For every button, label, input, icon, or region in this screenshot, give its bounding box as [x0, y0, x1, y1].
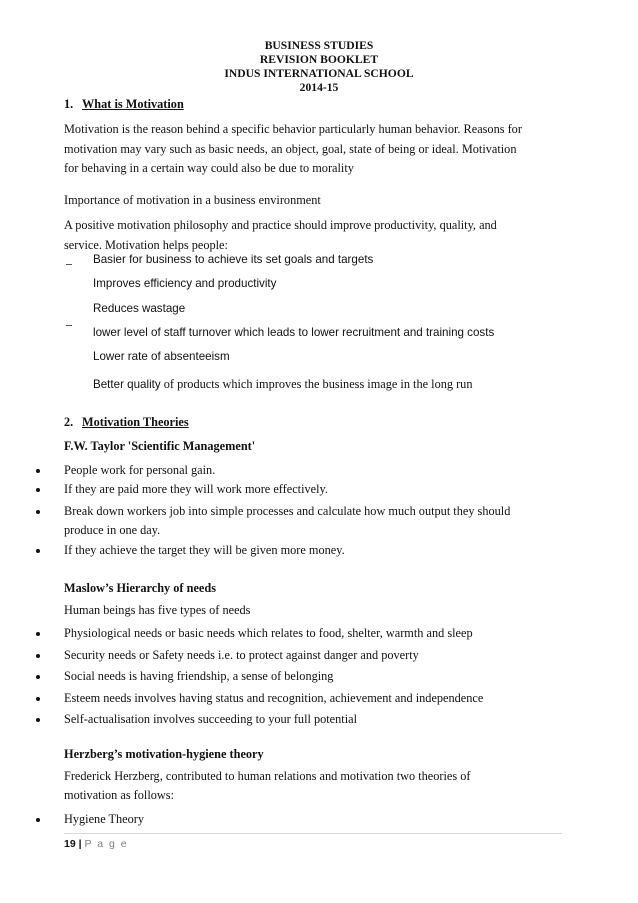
bullet-icon	[36, 469, 40, 473]
bullet-icon	[36, 718, 40, 722]
maslow-bullet: Security needs or Safety needs i.e. to protect against danger and poverty	[64, 648, 419, 662]
maslow-bullet: Self-actualisation involves succeeding to your full potential	[64, 712, 357, 726]
header-year: 2014-15	[299, 81, 339, 94]
section2-title: Motivation Theories	[82, 415, 189, 429]
section1-paragraph-line: motivation may vary such as basic needs, an object, goal, state of being or ideal. Motivation	[64, 142, 517, 156]
dash-marker-icon	[66, 264, 72, 265]
page-footer	[64, 839, 128, 850]
maslow-bullet: Esteem needs involves having status and recognition, achievement and independence	[64, 691, 484, 705]
help-item: Lower rate of absenteeism	[93, 350, 230, 363]
bullet-icon	[36, 632, 40, 636]
taylor-heading: F.W. Taylor 'Scientific Management'	[64, 439, 256, 453]
help-item: Improves efficiency and productivity	[93, 277, 277, 290]
bullet-icon	[36, 697, 40, 701]
intro-line: service. Motivation helps people:	[64, 238, 228, 252]
help-item-last-prefix: Better quality	[93, 378, 161, 391]
maslow-bullet: Social needs is having friendship, a sense of belonging	[64, 669, 334, 683]
page-number: 19	[64, 838, 76, 850]
section1-number: 1.	[64, 97, 74, 111]
bullet-icon	[36, 549, 40, 553]
importance-heading: Importance of motivation in a business environment	[64, 193, 321, 207]
help-item: lower level of staff turnover which leads to lower recruitment and training costs	[93, 326, 495, 339]
maslow-heading: Maslow’s Hierarchy of needs	[64, 581, 216, 595]
help-item: Reduces wastage	[93, 302, 186, 315]
herzberg-heading: Herzberg’s motivation-hygiene theory	[64, 747, 264, 761]
help-item-last	[93, 378, 472, 391]
bullet-icon	[36, 510, 40, 514]
footer-separator: |	[78, 838, 82, 850]
dash-marker-icon	[66, 325, 72, 326]
section1-paragraph-line: Motivation is the reason behind a specific behavior particularly human behavior. Reasons for	[64, 122, 522, 136]
taylor-bullet: Break down workers job into simple processes and calculate how much output they should	[64, 504, 511, 518]
taylor-bullet: If they are paid more they will work more effectively.	[64, 482, 328, 496]
section1-paragraph-line: for behaving in a certain way could also be due to morality	[64, 161, 354, 175]
taylor-bullet-continuation: produce in one day.	[64, 523, 161, 537]
taylor-bullet: People work for personal gain.	[64, 463, 216, 477]
bullet-icon	[36, 654, 40, 658]
bullet-icon	[36, 675, 40, 679]
header-subject: BUSINESS STUDIES	[264, 39, 374, 52]
help-item-last-rest: of products which improves the business image in the long run	[160, 377, 473, 391]
herzberg-intro-line: Frederick Herzberg, contributed to human relations and motivation two theories of	[64, 769, 471, 783]
taylor-bullet: If they achieve the target they will be given more money.	[64, 543, 345, 557]
section2-number: 2.	[64, 415, 74, 429]
herzberg-bullet: Hygiene Theory	[64, 812, 145, 826]
page-word: P a g e	[84, 838, 129, 850]
footer-rule	[64, 833, 562, 834]
intro-line: A positive motivation philosophy and practice should improve productivity, quality, and	[64, 218, 497, 232]
herzberg-intro-line: motivation as follows:	[64, 788, 174, 802]
bullet-icon	[36, 818, 40, 822]
help-item: Basier for business to achieve its set goals and targets	[93, 253, 374, 266]
bullet-icon	[36, 488, 40, 492]
maslow-intro: Human beings has five types of needs	[64, 603, 251, 617]
header-booklet: REVISION BOOKLET	[259, 53, 379, 66]
maslow-bullet: Physiological needs or basic needs which relates to food, shelter, warmth and sleep	[64, 626, 473, 640]
header-school: INDUS INTERNATIONAL SCHOOL	[224, 67, 414, 80]
section1-title: What is Motivation	[82, 97, 184, 111]
